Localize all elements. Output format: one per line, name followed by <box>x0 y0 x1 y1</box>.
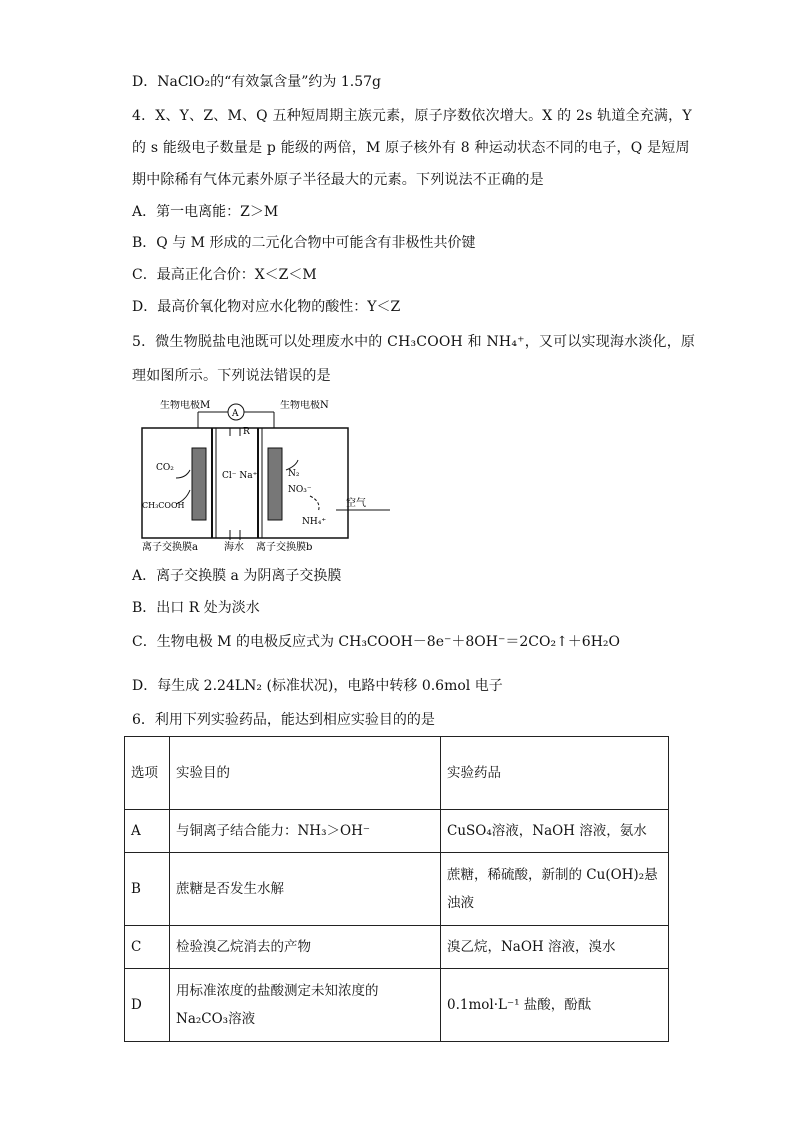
co2-label: CO₂ <box>156 463 174 473</box>
air-label: 空气 <box>346 498 366 509</box>
electrode-n-label: 生物电极N <box>280 400 329 411</box>
option-b: B．Q 与 M 形成的二元化合物中可能含有非极性共价键 <box>132 235 476 251</box>
option-line: D．NaClO₂的“有效氯含量”约为 1.57g <box>132 74 381 90</box>
membrane-a-label: 离子交换膜a <box>142 542 198 552</box>
outlet-r-label: R <box>243 427 250 437</box>
question-5-text: 5．微生物脱盐电池既可以处理废水中的 CH₃COOH 和 NH₄⁺，又可以实现海水淡化，原 <box>132 334 696 350</box>
table-cell: 溴乙烷，NaOH 溶液，溴水 <box>441 926 669 969</box>
ch3cooh-label: CH₃COOH <box>142 501 185 510</box>
electrode-m-label: 生物电极M <box>160 400 211 411</box>
table-cell: 蔗糖是否发生水解 <box>170 853 441 926</box>
table-cell: 与铜离子结合能力：NH₃＞OH⁻ <box>170 810 441 853</box>
n2-label: N₂ <box>288 469 300 479</box>
question-4-text: 期中除稀有气体元素外原子半径最大的元素。下列说法不正确的是 <box>132 172 544 188</box>
option-c: C．最高正化合价：X＜Z＜M <box>132 267 317 283</box>
table-cell: D <box>125 969 170 1042</box>
table-row <box>125 810 669 853</box>
table-cell: 蔗糖，稀硫酸，新制的 Cu(OH)₂悬浊液 <box>441 853 669 926</box>
question-4-text: 4．X、Y、Z、M、Q 五种短周期主族元素，原子序数依次增大。X 的 2s 轨道全充满，Y <box>132 108 692 124</box>
electrode-n <box>268 448 282 520</box>
electrode-m <box>192 448 206 520</box>
table-row <box>125 926 669 969</box>
no3-label: NO₃⁻ <box>288 485 312 495</box>
table-row <box>125 853 669 926</box>
nh4-label: NH₄⁺ <box>302 517 327 527</box>
table-cell: 检验溴乙烷消去的产物 <box>170 926 441 969</box>
table-cell: C <box>125 926 170 969</box>
option-d: D．最高价氧化物对应水化物的酸性：Y＜Z <box>132 299 401 315</box>
option-b: B．出口 R 处为淡水 <box>132 600 260 616</box>
table-cell: CuSO₄溶液，NaOH 溶液，氨水 <box>441 810 669 853</box>
table-cell: A <box>125 810 170 853</box>
ions-label: Cl⁻ Na⁺ <box>222 471 258 481</box>
membrane-b-label: 离子交换膜b <box>256 542 313 552</box>
seawater-label: 海水 <box>224 542 244 552</box>
table-header-row <box>125 737 669 810</box>
table-row <box>125 969 669 1042</box>
table-cell: 用标准浓度的盐酸测定未知浓度的 Na₂CO₃溶液 <box>170 969 441 1042</box>
battery-diagram <box>140 400 390 552</box>
table-header-cell: 选项 <box>125 737 170 810</box>
table-cell: B <box>125 853 170 926</box>
question-5-text: 理如图所示。下列说法错误的是 <box>132 368 331 384</box>
option-a: A．离子交换膜 a 为阴离子交换膜 <box>132 568 342 584</box>
table-header-cell: 实验药品 <box>441 737 669 810</box>
option-a: A．第一电离能：Z＞M <box>132 204 279 220</box>
question-4-text: 的 s 能级电子数量是 p 能级的两倍，M 原子核外有 8 种运动状态不同的电子，Q 是短周 <box>132 140 690 156</box>
option-c: C．生物电极 M 的电极反应式为 CH₃COOH－8e⁻＋8OH⁻＝2CO₂↑＋6H₂O <box>132 634 621 650</box>
table-cell: 0.1mol·L⁻¹ 盐酸，酚酞 <box>441 969 669 1042</box>
table-header-cell: 实验目的 <box>170 737 441 810</box>
experiment-table <box>124 736 669 1042</box>
question-6-text: 6．利用下列实验药品，能达到相应实验目的的是 <box>132 712 435 728</box>
ammeter-label: A <box>232 409 239 419</box>
option-d: D．每生成 2.24LN₂ (标准状况)，电路中转移 0.6mol 电子 <box>132 678 503 694</box>
